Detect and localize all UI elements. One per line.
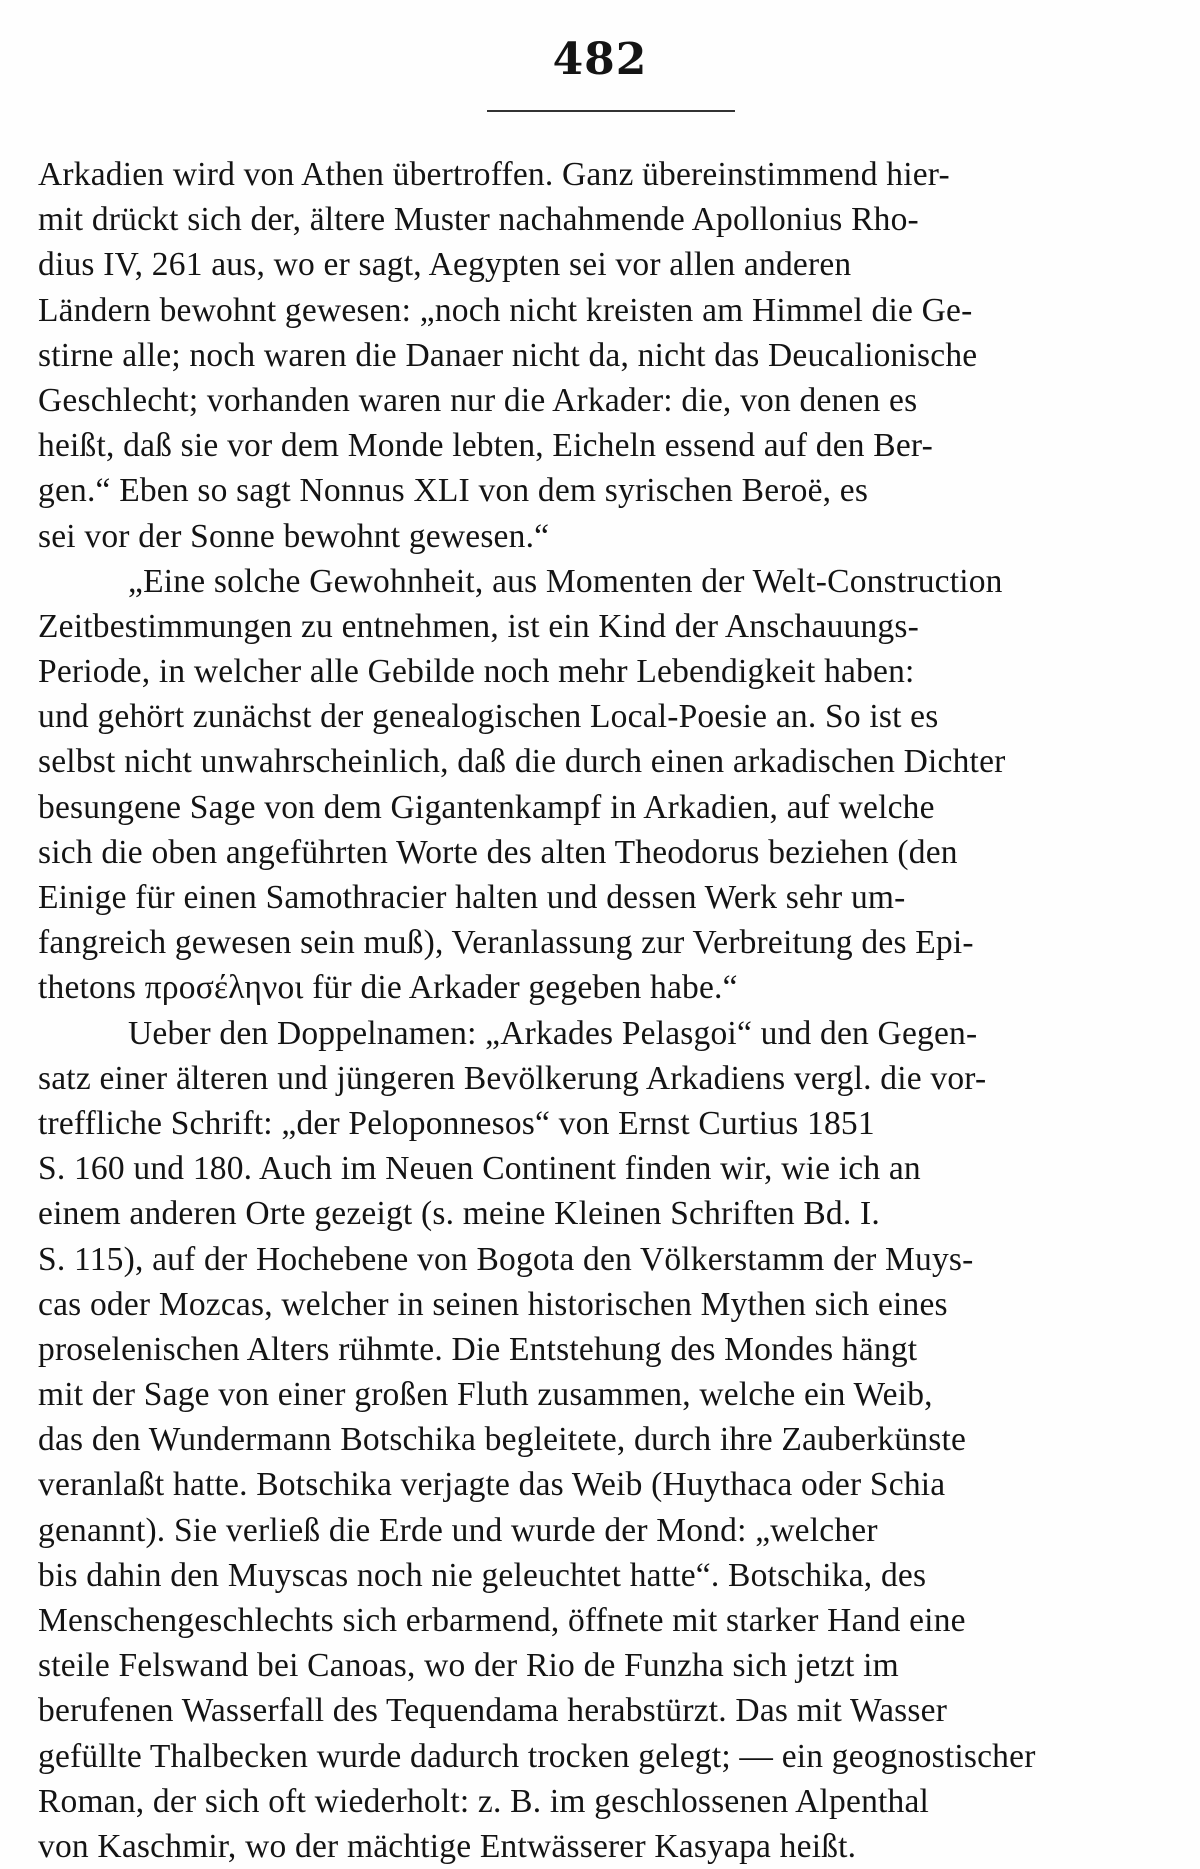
text-line: satz einer älteren und jüngeren Bevölkerung Arkadiens vergl. die vor- bbox=[38, 1059, 987, 1097]
text-line: sich die oben angeführten Worte des alten Theodorus beziehen (den bbox=[38, 833, 958, 871]
text-line: stirne alle; noch waren die Danaer nicht da, nicht das Deucalionische bbox=[38, 336, 978, 374]
text-line: Zeitbestimmungen zu entnehmen, ist ein Kind der Anschauungs- bbox=[38, 607, 919, 645]
text-line-indent: „Eine solche Gewohnheit, aus Momenten der Welt-Construction bbox=[128, 562, 1003, 600]
text-line: heißt, daß sie vor dem Monde lebten, Eicheln essend auf den Ber- bbox=[38, 427, 933, 465]
text-line: S. 160 und 180. Auch im Neuen Continent finden wir, wie ich an bbox=[38, 1150, 921, 1188]
text-line: steile Felswand bei Canoas, wo der Rio de Funzha sich jetzt im bbox=[38, 1647, 899, 1685]
text-line: thetons προσέληνοι für die Arkader gegeben habe.“ bbox=[38, 969, 738, 1007]
page-number: 482 bbox=[552, 34, 648, 85]
text-line: und gehört zunächst der genealogischen Local-Poesie an. So ist es bbox=[38, 698, 939, 736]
text-line: Menschengeschlechts sich erbarmend, öffnete mit starker Hand eine bbox=[38, 1602, 966, 1639]
text-line-indent: Ueber den Doppelnamen: „Arkades Pelasgoi“ und den Gegen- bbox=[128, 1014, 978, 1052]
body-text bbox=[38, 152, 1180, 1869]
text-line: sei vor der Sonne bewohnt gewesen.“ bbox=[38, 517, 550, 555]
text-line: gen.“ Eben so sagt Nonnus XLI von dem syrischen Beroë, es bbox=[38, 472, 869, 510]
text-line: Geschlecht; vorhanden waren nur die Arkader: die, von denen es bbox=[38, 381, 918, 419]
text-line: mit der Sage von einer großen Fluth zusammen, welche ein Weib, bbox=[38, 1376, 933, 1414]
text-line: fangreich gewesen sein muß), Veranlassung zur Verbreitung des Epi- bbox=[38, 924, 974, 962]
text-line: selbst nicht unwahrscheinlich, daß die durch einen arkadischen Dichter bbox=[38, 743, 1006, 781]
text-line: treffliche Schrift: „der Peloponnesos“ von Ernst Curtius 1851 bbox=[38, 1104, 875, 1142]
text-line: dius IV, 261 aus, wo er sagt, Aegypten sei vor allen anderen bbox=[38, 246, 852, 284]
text-line: berufenen Wasserfall des Tequendama herabstürzt. Das mit Wasser bbox=[38, 1692, 948, 1730]
text-line: cas oder Mozcas, welcher in seinen historischen Mythen sich eines bbox=[38, 1285, 948, 1323]
text-line: S. 115), auf der Hochebene von Bogota den Völkerstamm der Muys- bbox=[38, 1240, 974, 1278]
text-line: einem anderen Orte gezeigt (s. meine Kleinen Schriften Bd. I. bbox=[38, 1195, 880, 1233]
header-rule bbox=[487, 110, 735, 112]
text-line: Einige für einen Samothracier halten und dessen Werk sehr um- bbox=[38, 879, 906, 916]
text-line: Roman, der sich oft wiederholt: z. B. im geschlossenen Alpenthal bbox=[38, 1782, 930, 1820]
text-line: Ländern bewohnt gewesen: „noch nicht kreisten am Himmel die Ge- bbox=[38, 291, 973, 329]
text-line: Periode, in welcher alle Gebilde noch mehr Lebendigkeit haben: bbox=[38, 653, 915, 691]
text-line: proselenischen Alters rühmte. Die Entstehung des Mondes hängt bbox=[38, 1330, 918, 1368]
text-line: Arkadien wird von Athen übertroffen. Ganz übereinstimmend hier- bbox=[38, 156, 950, 193]
text-line: veranlaßt hatte. Botschika verjagte das Weib (Huythaca oder Schia bbox=[38, 1466, 946, 1504]
text-line: mit drückt sich der, ältere Muster nachahmende Apollonius Rho- bbox=[38, 201, 919, 239]
text-line: genannt). Sie verließ die Erde und wurde der Mond: „welcher bbox=[38, 1511, 878, 1549]
text-line: gefüllte Thalbecken wurde dadurch trocken gelegt; — ein geognostischer bbox=[38, 1737, 1036, 1775]
text-line: bis dahin den Muyscas noch nie geleuchtet hatte“. Botschika, des bbox=[38, 1556, 927, 1594]
text-line: von Kaschmir, wo der mächtige Entwässerer Kasyapa heißt. bbox=[38, 1827, 857, 1865]
text-line: das den Wundermann Botschika begleitete, durch ihre Zauberkünste bbox=[38, 1421, 967, 1459]
text-line: besungene Sage von dem Gigantenkampf in Arkadien, auf welche bbox=[38, 788, 935, 826]
